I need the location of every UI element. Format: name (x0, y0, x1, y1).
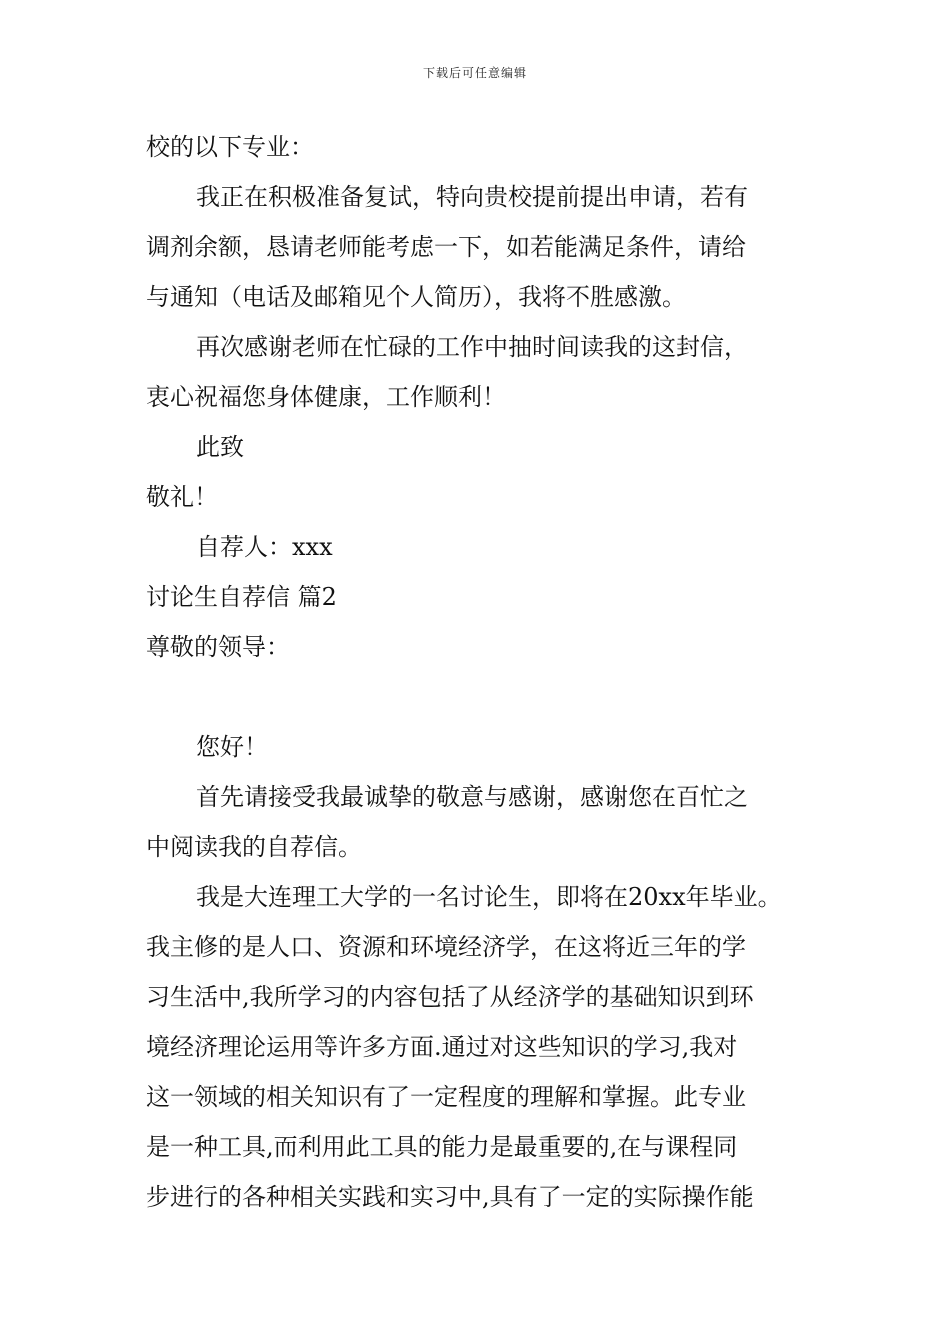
page-header: 下载后可任意编辑 (422, 66, 527, 80)
text-line: 我正在积极准备复试，特向贵校提前提出申请，若有 (196, 183, 748, 211)
letter-greeting: 尊敬的领导： (146, 633, 290, 661)
closing-salutation: 此致 (196, 433, 244, 461)
text-line: 再次感谢老师在忙碌的工作中抽时间读我的这封信， (196, 333, 748, 361)
text-line: 衷心祝福您身体健康，工作顺利！ (146, 383, 506, 411)
text-line: 校的以下专业： (146, 133, 314, 161)
text-line: 我主修的是人口、资源和环境经济学，在这将近三年的学 (146, 933, 746, 961)
text-line: 中阅读我的自荐信。 (146, 833, 362, 861)
text-line: 调剂余额，恳请老师能考虑一下，如若能满足条件，请给 (146, 233, 746, 261)
text-line: 我是大连理工大学的一名讨论生，即将在20xx年毕业。 (196, 883, 782, 911)
text-line: 您好！ (196, 733, 268, 761)
signature-line: 自荐人：xxx (196, 533, 333, 561)
text-line: 步进行的各种相关实践和实习中,具有了一定的实际操作能 (146, 1183, 754, 1211)
closing-regards: 敬礼！ (146, 483, 218, 511)
blank-line (146, 672, 814, 722)
text-line: 境经济理论运用等许多方面.通过对这些知识的学习,我对 (146, 1033, 738, 1061)
text-line: 习生活中,我所学习的内容包括了从经济学的基础知识到环 (146, 983, 754, 1011)
document-body (146, 122, 814, 1222)
text-line: 是一种工具,而利用此工具的能力是最重要的,在与课程同 (146, 1133, 738, 1161)
section-title: 讨论生自荐信 篇2 (146, 583, 337, 611)
text-line: 这一领域的相关知识有了一定程度的理解和掌握。此专业 (146, 1083, 746, 1111)
text-line: 首先请接受我最诚挚的敬意与感谢，感谢您在百忙之 (196, 783, 748, 811)
text-line: 与通知（电话及邮箱见个人简历），我将不胜感激。 (146, 283, 686, 311)
